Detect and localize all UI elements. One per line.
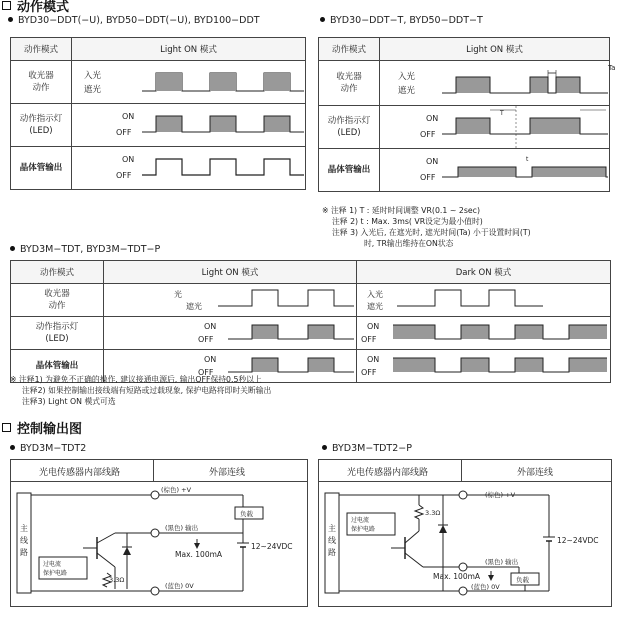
- label-line: 动作指示灯: [19, 114, 63, 124]
- notes-top-right: [322, 205, 531, 249]
- main-char: 主: [20, 524, 28, 533]
- square-bullet-icon: [2, 423, 11, 432]
- resistor-text: 3.3Ω: [109, 576, 125, 584]
- wave-led-dark-on: [357, 317, 611, 350]
- row-led-label: [319, 106, 380, 149]
- receiver-waveform: [72, 61, 305, 103]
- voltage-text: 12~24VDC: [557, 536, 599, 545]
- on-text: ON: [367, 322, 380, 331]
- on-text: ON: [204, 322, 217, 331]
- transistor-waveform: [380, 149, 609, 191]
- section-title-text: 控制输出图: [17, 422, 83, 437]
- header-light-on: Light ON 模式: [72, 38, 306, 61]
- wave-led: [72, 104, 306, 147]
- out-light-text: 遮光: [186, 302, 202, 311]
- label-line: 晶体管输出: [327, 165, 371, 175]
- subtitle-text: BYD3M−TDT2−P: [332, 443, 412, 454]
- wave-transistor-dark-on: [357, 350, 611, 383]
- wave-receiver: [72, 61, 306, 104]
- main-char: 路: [20, 548, 28, 557]
- timing-table-middle: [10, 260, 611, 383]
- on-text: ON: [122, 155, 135, 164]
- note-line: 注释3) Light ON 模式可选: [22, 397, 116, 406]
- main-char: 线: [20, 536, 28, 545]
- wave-transistor: [72, 147, 306, 190]
- max-current-text: Max. 100mA: [175, 550, 223, 559]
- head-outer-text: 外部连线: [209, 468, 246, 478]
- circuit-right-schematic: [319, 481, 611, 607]
- on-text: ON: [122, 112, 135, 121]
- header-mode: 动作模式: [11, 38, 72, 61]
- row-receiver-label: [319, 61, 380, 106]
- protect-text: 保护电路: [43, 570, 68, 577]
- header-light-on: Light ON 模式: [380, 38, 610, 61]
- off-text: OFF: [116, 128, 132, 137]
- max-current-text: Max. 100mA: [433, 572, 481, 581]
- section-title-operation-mode: [2, 0, 69, 15]
- receiver-light-waveform: [104, 284, 356, 316]
- black-out-text: (黑色) 输出: [485, 558, 519, 566]
- note-line: 注释 3) 入光后, 在遮光时, 遮光时间(Ta) 小于设置时间(T): [332, 228, 531, 237]
- blue-0v-text: (蓝色) 0V: [165, 582, 194, 590]
- off-text: OFF: [420, 130, 436, 139]
- head-inner-text: 光电传感器内部线路: [347, 468, 429, 478]
- row-receiver-label: [11, 61, 72, 104]
- wave-led-light-on: [104, 317, 357, 350]
- t-small-label: t: [526, 156, 529, 163]
- off-text: OFF: [420, 173, 436, 182]
- label-line: 动作: [32, 83, 50, 93]
- off-text: OFF: [198, 368, 214, 377]
- header-mode: 动作模式: [319, 38, 380, 61]
- off-text: OFF: [198, 335, 214, 344]
- label-line: 收光器: [44, 289, 70, 299]
- subtitle-middle: [10, 244, 160, 255]
- row-transistor-label: [319, 149, 380, 192]
- bullet-icon: [8, 17, 13, 22]
- protect-text: 过电流: [43, 561, 62, 568]
- in-light-text: 入光: [84, 71, 102, 81]
- label-line: 晶体管输出: [19, 163, 63, 173]
- brown-v-text: (棕色) +V: [161, 486, 192, 494]
- resistor-text: 3.3Ω: [425, 509, 441, 517]
- timing-table-top-right: [318, 37, 616, 192]
- section-title-control-output: [2, 418, 82, 437]
- out-light-text: 遮光: [84, 85, 102, 95]
- note-line: 注释2) 如果控制输出接线端有短路或过载现象, 保护电路将即时关断输出: [22, 386, 272, 395]
- square-bullet-icon: [2, 1, 11, 10]
- label-line: 收光器: [28, 71, 54, 81]
- black-out-text: (黑色) 输出: [165, 524, 199, 532]
- label-line: (LED): [29, 126, 53, 136]
- label-line: 晶体管输出: [35, 361, 79, 371]
- led-dark-waveform: [357, 317, 610, 349]
- bullet-icon: [10, 445, 15, 450]
- off-text: OFF: [116, 171, 132, 180]
- head-inner-text: 光电传感器内部线路: [39, 468, 121, 478]
- protect-text: 保护电路: [351, 526, 376, 533]
- led-light-waveform: [104, 317, 356, 349]
- note-line: ※ 注释1) 为避免不正确的操作, 建议接通电源后, 输出OFF保持0.5秒以上: [10, 375, 262, 384]
- brown-v-text: (棕色) +V: [485, 491, 516, 499]
- wave-led: [380, 106, 610, 149]
- header-mode: 动作模式: [11, 261, 104, 284]
- main-char: 主: [328, 524, 336, 533]
- row-led-label: [11, 317, 104, 350]
- label-line: 动作: [48, 301, 66, 311]
- timing-table-top-left: [10, 37, 306, 190]
- label-line: 动作指示灯: [35, 322, 79, 332]
- head-outer-text: 外部连线: [517, 468, 554, 478]
- subtitle-text: BYD30−DDT−T, BYD50−DDT−T: [330, 15, 483, 26]
- out-light-text: 遮光: [367, 302, 383, 311]
- off-text: OFF: [361, 335, 377, 344]
- label-line: (LED): [337, 128, 361, 138]
- row-transistor-label: [11, 147, 72, 190]
- on-text: ON: [204, 355, 217, 364]
- notes-middle: [10, 374, 271, 407]
- subtitle-top-right: [320, 15, 483, 26]
- ta-label: Ta: [608, 64, 616, 72]
- bullet-icon: [10, 246, 15, 251]
- subtitle-circuit-left: [10, 443, 86, 454]
- row-receiver-label: [11, 284, 104, 317]
- voltage-text: 12~24VDC: [251, 542, 293, 551]
- in-light-text: 光: [174, 290, 182, 299]
- label-line: 动作: [340, 84, 358, 94]
- protect-text: 过电流: [351, 517, 370, 524]
- circuit-diagram-right: [318, 459, 612, 607]
- circuit-header: [319, 460, 611, 482]
- subtitle-text: BYD3M−TDT2: [20, 443, 87, 454]
- bullet-icon: [322, 445, 327, 450]
- note-line: 注释 2) t : Max. 3ms( VR设定为最小值时): [332, 217, 483, 226]
- receiver-dark-waveform: [357, 284, 610, 316]
- subtitle-text: BYD3M−TDT, BYD3M−TDT−P: [20, 244, 161, 255]
- label-line: 动作指示灯: [327, 116, 371, 126]
- bullet-icon: [320, 17, 325, 22]
- header-light-on: Light ON 模式: [104, 261, 357, 284]
- load-text: 负载: [240, 510, 253, 518]
- circuit-left-schematic: [11, 481, 307, 607]
- off-text: OFF: [361, 368, 377, 377]
- wave-receiver: [380, 61, 616, 106]
- section-title-text: 动作模式: [17, 0, 70, 15]
- main-char: 线: [328, 536, 336, 545]
- on-text: ON: [426, 114, 439, 123]
- transistor-dark-waveform: [357, 350, 610, 382]
- t-label: T: [500, 110, 504, 117]
- wave-receiver-dark-on: [357, 284, 611, 317]
- receiver-waveform: [380, 61, 616, 105]
- led-waveform: [380, 106, 609, 148]
- in-light-text: 入光: [367, 290, 383, 299]
- label-line: (LED): [45, 334, 69, 344]
- subtitle-top-left: [8, 15, 260, 26]
- circuit-diagram-left: [10, 459, 308, 607]
- main-char: 路: [328, 548, 336, 557]
- row-led-label: [11, 104, 72, 147]
- note-line: ※ 注释 1) T : 延时时间调整 VR(0.1 ~ 2sec): [322, 206, 481, 215]
- wave-receiver-light-on: [104, 284, 357, 317]
- subtitle-text: BYD30−DDT(−U), BYD50−DDT(−U), BYD100−DDT: [18, 15, 260, 26]
- wave-transistor: [380, 149, 610, 192]
- load-text: 负载: [516, 576, 529, 584]
- out-light-text: 遮光: [398, 86, 416, 96]
- circuit-header: [11, 460, 307, 482]
- on-text: ON: [426, 157, 439, 166]
- blue-0v-text: (蓝色) 0V: [471, 583, 500, 591]
- on-text: ON: [367, 355, 380, 364]
- transistor-waveform: [72, 147, 305, 189]
- led-waveform: [72, 104, 305, 146]
- subtitle-circuit-right: [322, 443, 412, 454]
- header-dark-on: Dark ON 模式: [357, 261, 611, 284]
- in-light-text: 入光: [398, 72, 416, 82]
- label-line: 收光器: [336, 72, 362, 82]
- note-line: 时, TR输出维持在ON状态: [364, 239, 454, 248]
